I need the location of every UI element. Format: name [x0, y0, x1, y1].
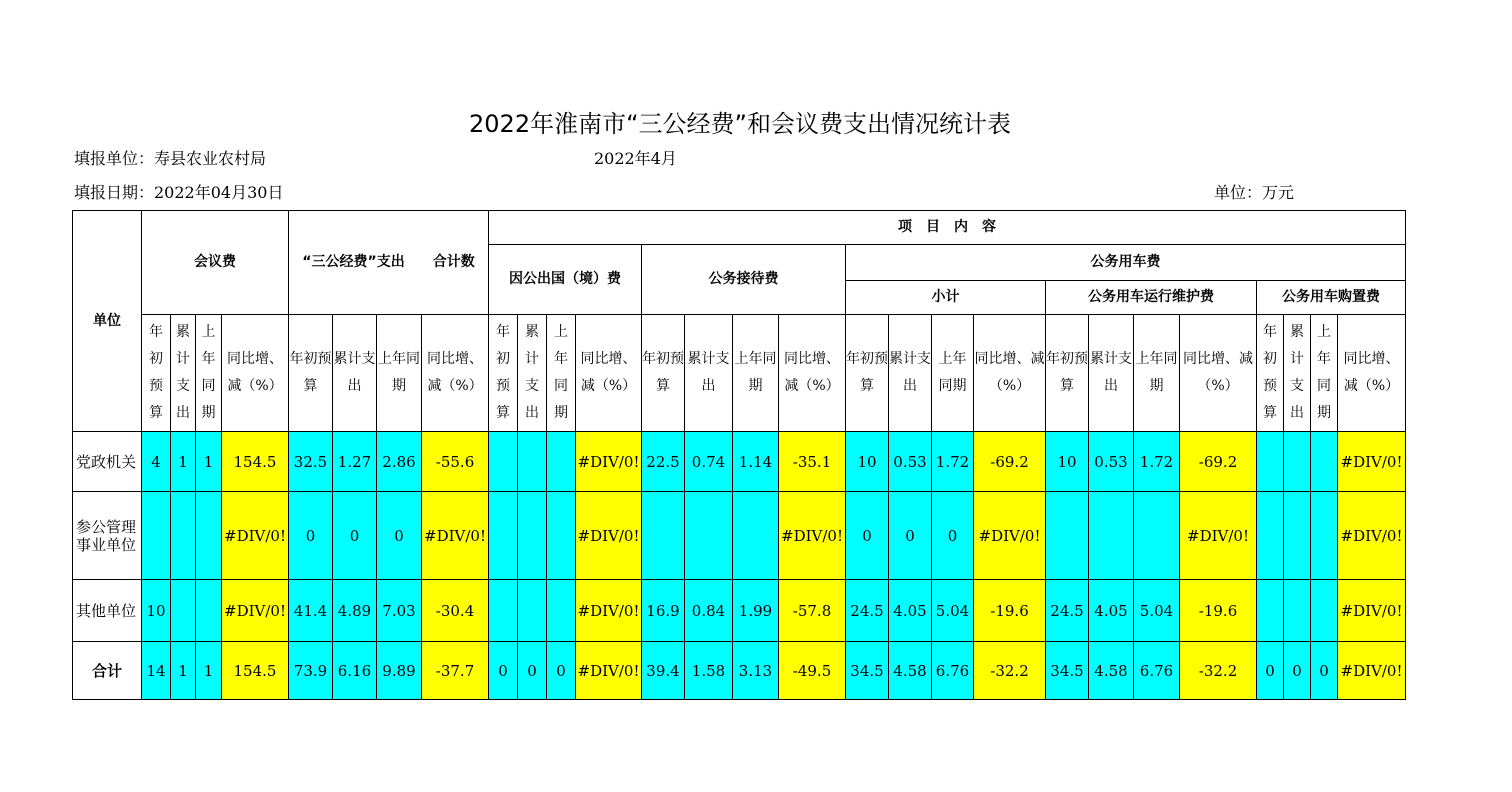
- header-car: 公务用车费: [846, 245, 1406, 281]
- table-cell: 10: [846, 432, 889, 492]
- table-cell: [1257, 580, 1284, 642]
- table-cell: -30.4: [422, 580, 489, 642]
- table-cell: 1: [171, 642, 196, 700]
- table-cell: -37.7: [422, 642, 489, 700]
- report-date: 填报日期：2022年04月30日: [74, 183, 284, 202]
- table-cell: [489, 432, 518, 492]
- table-cell: 0: [1284, 642, 1311, 700]
- table-cell: 73.9: [289, 642, 333, 700]
- table-cell: 0: [518, 642, 547, 700]
- col-yoy: 同比增、减（%）: [1338, 315, 1406, 432]
- table-cell: #DIV/0!: [576, 580, 642, 642]
- table-cell: 6.76: [1134, 642, 1180, 700]
- table-cell: 4.58: [889, 642, 932, 700]
- table-cell: -35.1: [779, 432, 846, 492]
- table-cell: 1: [171, 432, 196, 492]
- table-cell: 16.9: [642, 580, 685, 642]
- table-cell: 0.84: [685, 580, 733, 642]
- table-cell: [1089, 492, 1134, 580]
- row-unit-label: 参公管理事业单位: [73, 492, 142, 580]
- expense-table: [72, 210, 1406, 700]
- table-cell: 4: [142, 432, 171, 492]
- table-cell: 6.16: [333, 642, 377, 700]
- table-cell: #DIV/0!: [1338, 580, 1406, 642]
- col-yoy: 同比增、减（%）: [1180, 315, 1257, 432]
- report-period: 2022年4月: [594, 149, 677, 168]
- table-cell: #DIV/0!: [1338, 642, 1406, 700]
- table-cell: 1.27: [333, 432, 377, 492]
- col-yoy: 同比增、减（%）: [779, 315, 846, 432]
- col-prior: 上年同期: [377, 315, 422, 432]
- table-cell: 22.5: [642, 432, 685, 492]
- col-prior: 上年同期: [1134, 315, 1180, 432]
- col-prior: 上年同期: [1311, 315, 1338, 432]
- table-cell: #DIV/0!: [1338, 492, 1406, 580]
- header-abroad: 因公出国（境）费: [489, 245, 642, 315]
- col-yoy: 同比增、减（%）: [974, 315, 1046, 432]
- table-cell: 0: [846, 492, 889, 580]
- table-cell: [1311, 432, 1338, 492]
- col-spent: 累计支出: [685, 315, 733, 432]
- table-row: [73, 492, 1406, 580]
- table-title: 2022年淮南市“三公经费”和会议费支出情况统计表: [469, 110, 1011, 138]
- table-cell: 5.04: [1134, 580, 1180, 642]
- table-cell: [489, 580, 518, 642]
- header-meeting: 会议费: [142, 211, 289, 315]
- col-prior: 上年同期: [733, 315, 779, 432]
- table-cell: [1284, 580, 1311, 642]
- header-car-maint: 公务用车运行维护费: [1046, 281, 1257, 315]
- table-cell: [1284, 492, 1311, 580]
- table-cell: 3.13: [733, 642, 779, 700]
- table-cell: 4.05: [889, 580, 932, 642]
- table-cell: 1.72: [1134, 432, 1180, 492]
- col-prior: 上年同期: [196, 315, 222, 432]
- table-cell: 0.53: [889, 432, 932, 492]
- table-row: [73, 432, 1406, 492]
- row-unit-label: 党政机关: [73, 432, 142, 492]
- col-budget: 年初预算: [289, 315, 333, 432]
- row-unit-label: 其他单位: [73, 580, 142, 642]
- col-spent: 累计支出: [889, 315, 932, 432]
- table-cell: 154.5: [222, 432, 289, 492]
- table-cell: #DIV/0!: [576, 432, 642, 492]
- col-spent: 累计支出: [1089, 315, 1134, 432]
- table-cell: 0.53: [1089, 432, 1134, 492]
- header-unit: 单位: [73, 211, 142, 432]
- table-cell: 0: [377, 492, 422, 580]
- table-cell: 0: [889, 492, 932, 580]
- table-cell: 2.86: [377, 432, 422, 492]
- table-cell: 10: [1046, 432, 1089, 492]
- table-cell: [547, 432, 576, 492]
- table-cell: [1134, 492, 1180, 580]
- table-cell: #DIV/0!: [576, 642, 642, 700]
- table-cell: 0.74: [685, 432, 733, 492]
- col-yoy: 同比增、减（%）: [222, 315, 289, 432]
- col-budget: 年初预算: [1257, 315, 1284, 432]
- table-cell: 1.72: [932, 432, 974, 492]
- table-cell: 4.05: [1089, 580, 1134, 642]
- table-cell: -19.6: [974, 580, 1046, 642]
- table-cell: -55.6: [422, 432, 489, 492]
- table-cell: #DIV/0!: [1180, 492, 1257, 580]
- col-prior: 上年同期: [547, 315, 576, 432]
- table-cell: 14: [142, 642, 171, 700]
- table-cell: -32.2: [1180, 642, 1257, 700]
- table-row: [73, 580, 1406, 642]
- table-cell: #DIV/0!: [222, 580, 289, 642]
- table-cell: 6.76: [932, 642, 974, 700]
- col-budget: 年初预算: [142, 315, 171, 432]
- col-spent: 累计支出: [1284, 315, 1311, 432]
- filler-unit: 填报单位：寿县农业农村局: [74, 149, 267, 168]
- table-cell: 0: [932, 492, 974, 580]
- col-budget: 年初预算: [489, 315, 518, 432]
- table-cell: 39.4: [642, 642, 685, 700]
- col-spent: 累计支出: [518, 315, 547, 432]
- table-cell: 32.5: [289, 432, 333, 492]
- table-cell: 1.99: [733, 580, 779, 642]
- table-cell: [1311, 580, 1338, 642]
- col-spent: 累计支出: [333, 315, 377, 432]
- table-cell: [518, 492, 547, 580]
- table-cell: 24.5: [846, 580, 889, 642]
- table-cell: -57.8: [779, 580, 846, 642]
- table-cell: [1284, 432, 1311, 492]
- table-cell: 0: [289, 492, 333, 580]
- table-cell: [1257, 432, 1284, 492]
- table-cell: 0: [1257, 642, 1284, 700]
- table-cell: [171, 580, 196, 642]
- table-cell: 0: [489, 642, 518, 700]
- table-cell: [518, 580, 547, 642]
- table-cell: -49.5: [779, 642, 846, 700]
- header-car-purchase: 公务用车购置费: [1257, 281, 1406, 315]
- table-cell: 9.89: [377, 642, 422, 700]
- table-cell: [1311, 492, 1338, 580]
- table-cell: #DIV/0!: [576, 492, 642, 580]
- table-cell: [171, 492, 196, 580]
- table-cell: 1: [196, 432, 222, 492]
- table-cell: 10: [142, 580, 171, 642]
- col-yoy: 同比增、减（%）: [576, 315, 642, 432]
- table-cell: 7.03: [377, 580, 422, 642]
- table-cell: 34.5: [1046, 642, 1089, 700]
- table-cell: 1.58: [685, 642, 733, 700]
- table-cell: #DIV/0!: [222, 492, 289, 580]
- table-cell: 24.5: [1046, 580, 1089, 642]
- table-cell: 0: [1311, 642, 1338, 700]
- table-cell: -69.2: [974, 432, 1046, 492]
- header-car-subtotal: 小计: [846, 281, 1046, 315]
- table-cell: [142, 492, 171, 580]
- row-unit-label: 合计: [73, 642, 142, 700]
- table-cell: 4.89: [333, 580, 377, 642]
- table-cell: [547, 580, 576, 642]
- table-cell: 5.04: [932, 580, 974, 642]
- table-cell: [196, 580, 222, 642]
- col-yoy: 同比增、减（%）: [422, 315, 489, 432]
- table-cell: 0: [333, 492, 377, 580]
- header-sangong: “三公经费”支出 合计数: [289, 211, 489, 315]
- table-cell: [196, 492, 222, 580]
- col-budget: 年初预算: [642, 315, 685, 432]
- table-cell: 1: [196, 642, 222, 700]
- col-budget: 年初预算: [1046, 315, 1089, 432]
- table-cell: #DIV/0!: [1338, 432, 1406, 492]
- table-cell: #DIV/0!: [422, 492, 489, 580]
- table-cell: [642, 492, 685, 580]
- table-row: [73, 642, 1406, 700]
- table-cell: [733, 492, 779, 580]
- currency-unit: 单位：万元: [1214, 183, 1295, 202]
- table-cell: 154.5: [222, 642, 289, 700]
- table-cell: -32.2: [974, 642, 1046, 700]
- table-cell: [547, 492, 576, 580]
- table-cell: [1257, 492, 1284, 580]
- table-cell: [1046, 492, 1089, 580]
- table-cell: [685, 492, 733, 580]
- col-spent: 累计支出: [171, 315, 196, 432]
- header-reception: 公务接待费: [642, 245, 846, 315]
- table-cell: 34.5: [846, 642, 889, 700]
- table-cell: 4.58: [1089, 642, 1134, 700]
- col-budget: 年初预算: [846, 315, 889, 432]
- table-cell: #DIV/0!: [974, 492, 1046, 580]
- table-cell: [518, 432, 547, 492]
- table-cell: 1.14: [733, 432, 779, 492]
- col-prior: 上年同期: [932, 315, 974, 432]
- header-project-content: 项 目 内 容: [489, 211, 1406, 245]
- table-cell: -19.6: [1180, 580, 1257, 642]
- table-cell: [489, 492, 518, 580]
- table-cell: #DIV/0!: [779, 492, 846, 580]
- table-cell: -69.2: [1180, 432, 1257, 492]
- table-cell: 0: [547, 642, 576, 700]
- table-cell: 41.4: [289, 580, 333, 642]
